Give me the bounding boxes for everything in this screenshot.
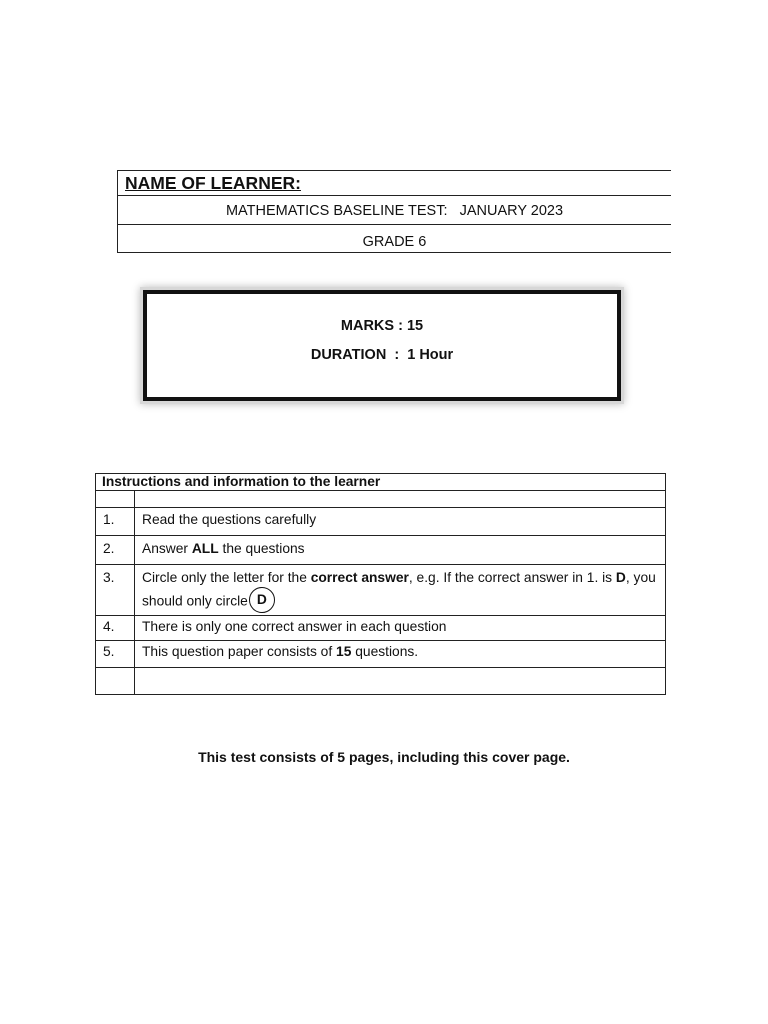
learner-header [117, 170, 671, 253]
test-title: MATHEMATICS BASELINE TEST: JANUARY 2023 [117, 195, 671, 224]
table-row [96, 508, 666, 536]
table-row [96, 491, 666, 508]
item-text [135, 565, 666, 616]
item-number: 2. [96, 536, 135, 565]
item-text: Read the questions carefully [135, 508, 666, 536]
grade-label: GRADE 6 [117, 224, 671, 253]
item-bold-text: 15 [336, 644, 352, 659]
instructions-title: Instructions and information to the learner [96, 474, 666, 491]
item-bold-text: D [615, 570, 626, 585]
item-text [135, 641, 666, 668]
item-number: 3. [96, 565, 135, 616]
item-text: There is only one correct answer in each question [135, 616, 666, 641]
marks-text: MARKS : 15 [340, 318, 424, 334]
duration-text: DURATION : 1 Hour [310, 347, 454, 363]
circled-example-letter: D [249, 587, 275, 613]
item-text-part: Circle only the letter for the [142, 570, 311, 585]
item-text-part: , e.g. If the correct answer in 1. is [408, 570, 616, 585]
item-text-part: questions. [351, 644, 419, 659]
table-cell [96, 491, 135, 508]
table-cell [96, 668, 135, 695]
name-of-learner-label: NAME OF LEARNER: [125, 173, 301, 193]
item-text [135, 536, 666, 565]
instructions-table [95, 473, 666, 695]
table-row [96, 616, 666, 641]
table-cell [135, 668, 666, 695]
item-text-part: This question paper consists of [142, 644, 337, 659]
instructions-title-row [96, 474, 666, 491]
table-cell [135, 491, 666, 508]
table-row [96, 668, 666, 695]
item-bold-text: ALL [191, 541, 219, 556]
table-row [96, 536, 666, 565]
item-bold-text: correct answer [310, 570, 409, 585]
item-text-part: Answer [142, 541, 192, 556]
item-number: 1. [96, 508, 135, 536]
table-row [96, 641, 666, 668]
item-text-part: the questions [218, 541, 305, 556]
item-number: 5. [96, 641, 135, 668]
name-of-learner-row [117, 170, 671, 195]
item-text-part: , you should only circle [142, 570, 656, 609]
marks-duration-box [143, 290, 621, 401]
page-count-note: This test consists of 5 pages, including this cover page. [198, 749, 570, 765]
item-number: 4. [96, 616, 135, 641]
table-row [96, 565, 666, 616]
